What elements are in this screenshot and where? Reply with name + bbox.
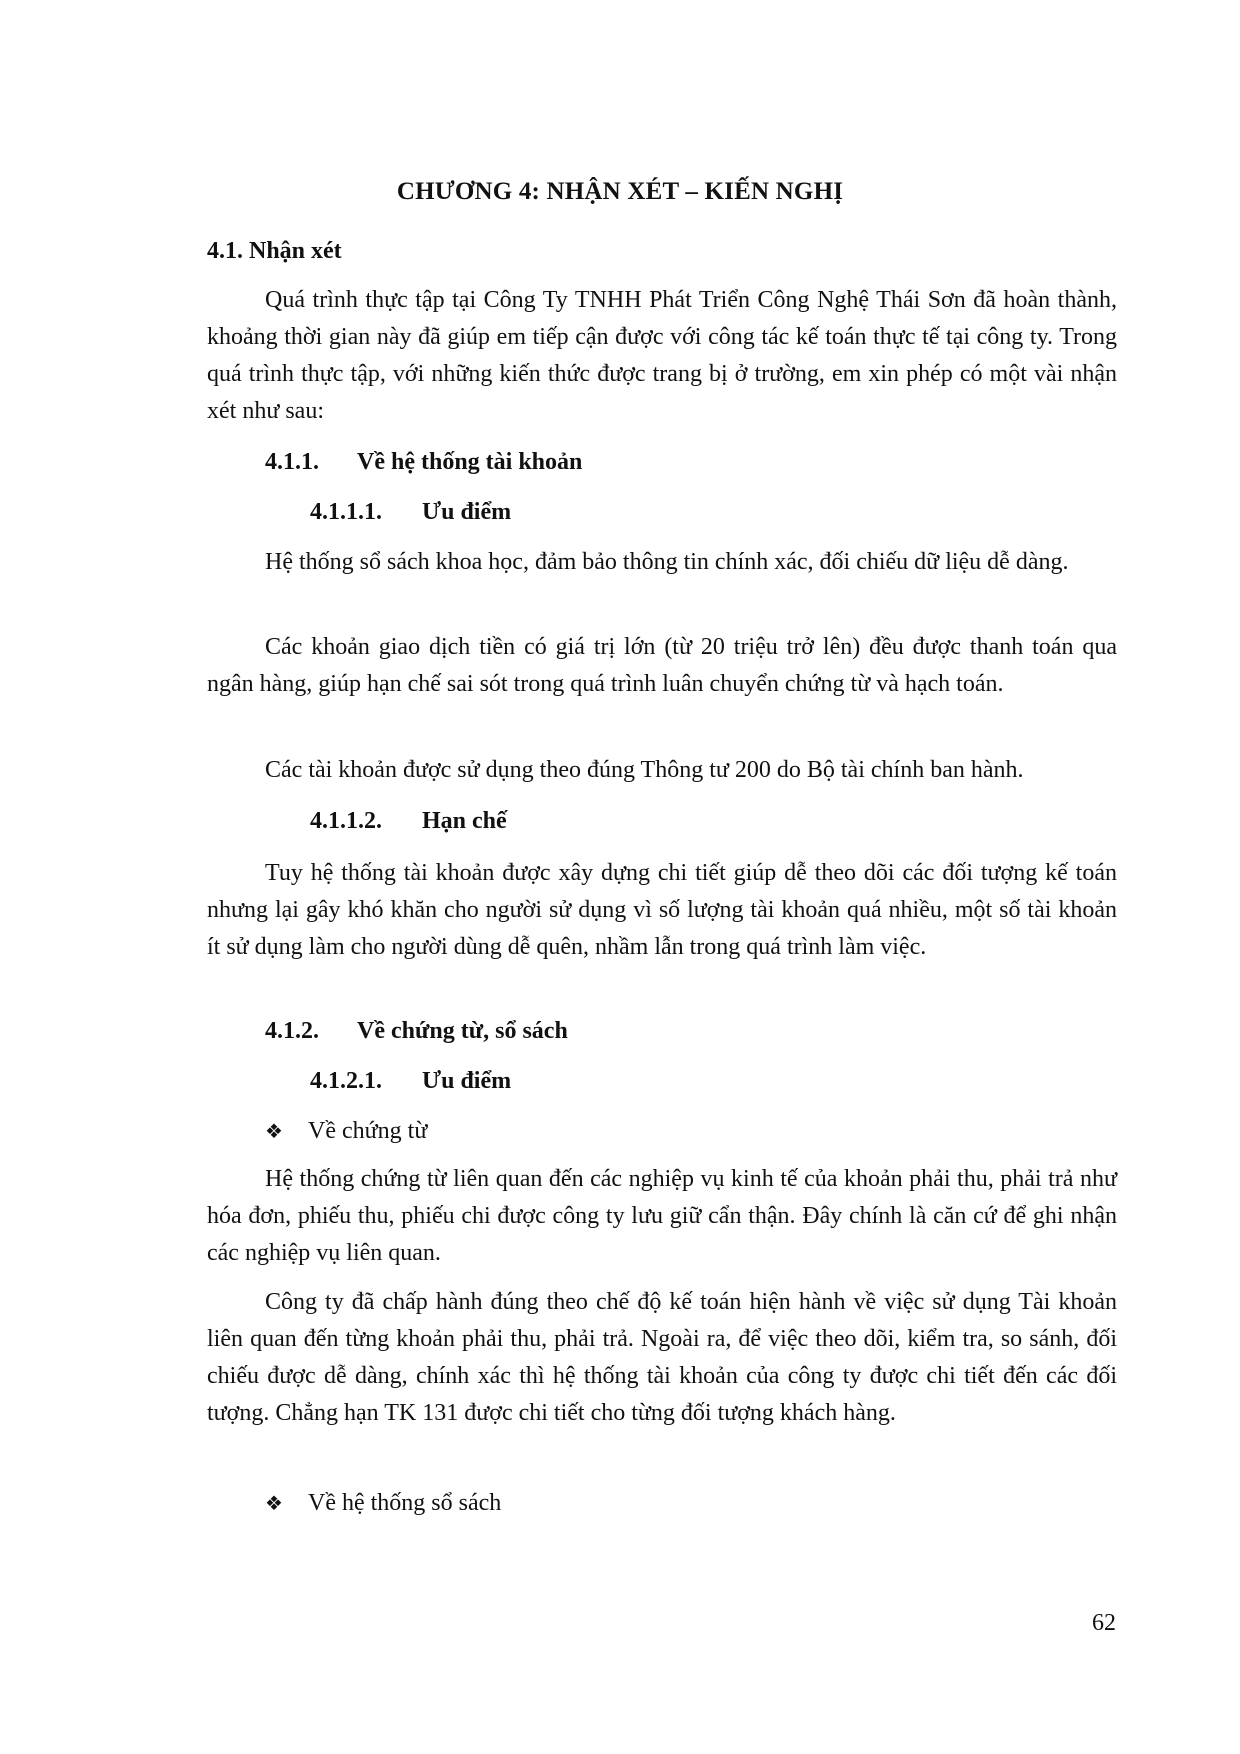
subsection-number: 4.1.2. — [265, 1018, 319, 1044]
documents-paragraph-1: Hệ thống chứng từ liên quan đến các nghiệp vụ kinh tế của khoản phải thu, phải trả như hóa đơn, phiếu thu, phiếu chi được công ty lưu giữ cẩn thận. Đây chính là căn cứ để ghi nhận các nghiệp vụ liên quan. — [207, 1166, 1117, 1266]
subsubsection-number: 4.1.1.1. — [310, 499, 382, 525]
page-number: 62 — [1092, 1610, 1116, 1636]
subsection-number: 4.1.1. — [265, 449, 319, 475]
documents-paragraph-2: Công ty đã chấp hành đúng theo chế độ kế toán hiện hành về việc sử dụng Tài khoản liên quan đến từng khoản phải thu, phải trả. Ngoài ra, để việc theo dõi, kiểm tra, so sánh, đối chiếu được dễ dàng, chính xác thì hệ thống tài khoản của công ty được chi tiết đến các đối tượng. Chẳng hạn TK 131 được chi tiết cho từng đối tượng khách hàng. — [207, 1289, 1117, 1426]
advantage-paragraph-1: Hệ thống sổ sách khoa học, đảm bảo thông tin chính xác, đối chiếu dữ liệu dễ dàng. — [265, 549, 1069, 575]
diamond-bullet-icon: ❖ — [265, 1491, 283, 1515]
intro-paragraph: Quá trình thực tập tại Công Ty TNHH Phát Triển Công Nghệ Thái Sơn đã hoàn thành, khoảng thời gian này đã giúp em tiếp cận được với công tác kế toán thực tế tại công ty. Trong quá trình thực tập, với những kiến thức được trang bị ở trường, em xin phép có một vài nhận xét như sau: — [207, 287, 1117, 424]
bullet-books — [265, 1490, 501, 1517]
subsubsection-number: 4.1.1.2. — [310, 808, 382, 834]
subsection-heading-4-1-1 — [265, 449, 582, 476]
subsubsection-heading-4-1-1-1 — [310, 499, 511, 526]
subsection-title: Về hệ thống tài khoản — [357, 449, 583, 475]
diamond-bullet-icon: ❖ — [265, 1119, 283, 1143]
bullet-documents — [265, 1118, 427, 1145]
subsubsection-title: Hạn chế — [422, 808, 507, 834]
bullet-text: Về chứng từ — [308, 1118, 428, 1144]
subsubsection-heading-4-1-2-1 — [310, 1068, 511, 1095]
subsubsection-title: Ưu điểm — [422, 1068, 512, 1094]
advantage-paragraph-3: Các tài khoản được sử dụng theo đúng Thông tư 200 do Bộ tài chính ban hành. — [265, 757, 1024, 783]
subsubsection-heading-4-1-1-2 — [310, 808, 507, 835]
chapter-title: CHƯƠNG 4: NHẬN XÉT – KIẾN NGHỊ — [396, 178, 844, 205]
subsection-title: Về chứng từ, sổ sách — [357, 1018, 568, 1044]
advantage-paragraph-2: Các khoản giao dịch tiền có giá trị lớn (từ 20 triệu trở lên) đều được thanh toán qua ngân hàng, giúp hạn chế sai sót trong quá trình luân chuyển chứng từ và hạch toán. — [207, 634, 1117, 697]
subsection-heading-4-1-2 — [265, 1018, 568, 1045]
subsubsection-title: Ưu điểm — [422, 499, 512, 525]
limitation-paragraph: Tuy hệ thống tài khoản được xây dựng chi tiết giúp dễ theo dõi các đối tượng kế toán nhưng lại gây khó khăn cho người sử dụng vì số lượng tài khoản quá nhiều, một số tài khoản ít sử dụng làm cho người dùng dễ quên, nhầm lẫn trong quá trình làm việc. — [207, 860, 1117, 960]
bullet-text: Về hệ thống sổ sách — [308, 1490, 502, 1516]
section-heading-4-1: 4.1. Nhận xét — [207, 238, 342, 264]
subsubsection-number: 4.1.2.1. — [310, 1068, 382, 1094]
